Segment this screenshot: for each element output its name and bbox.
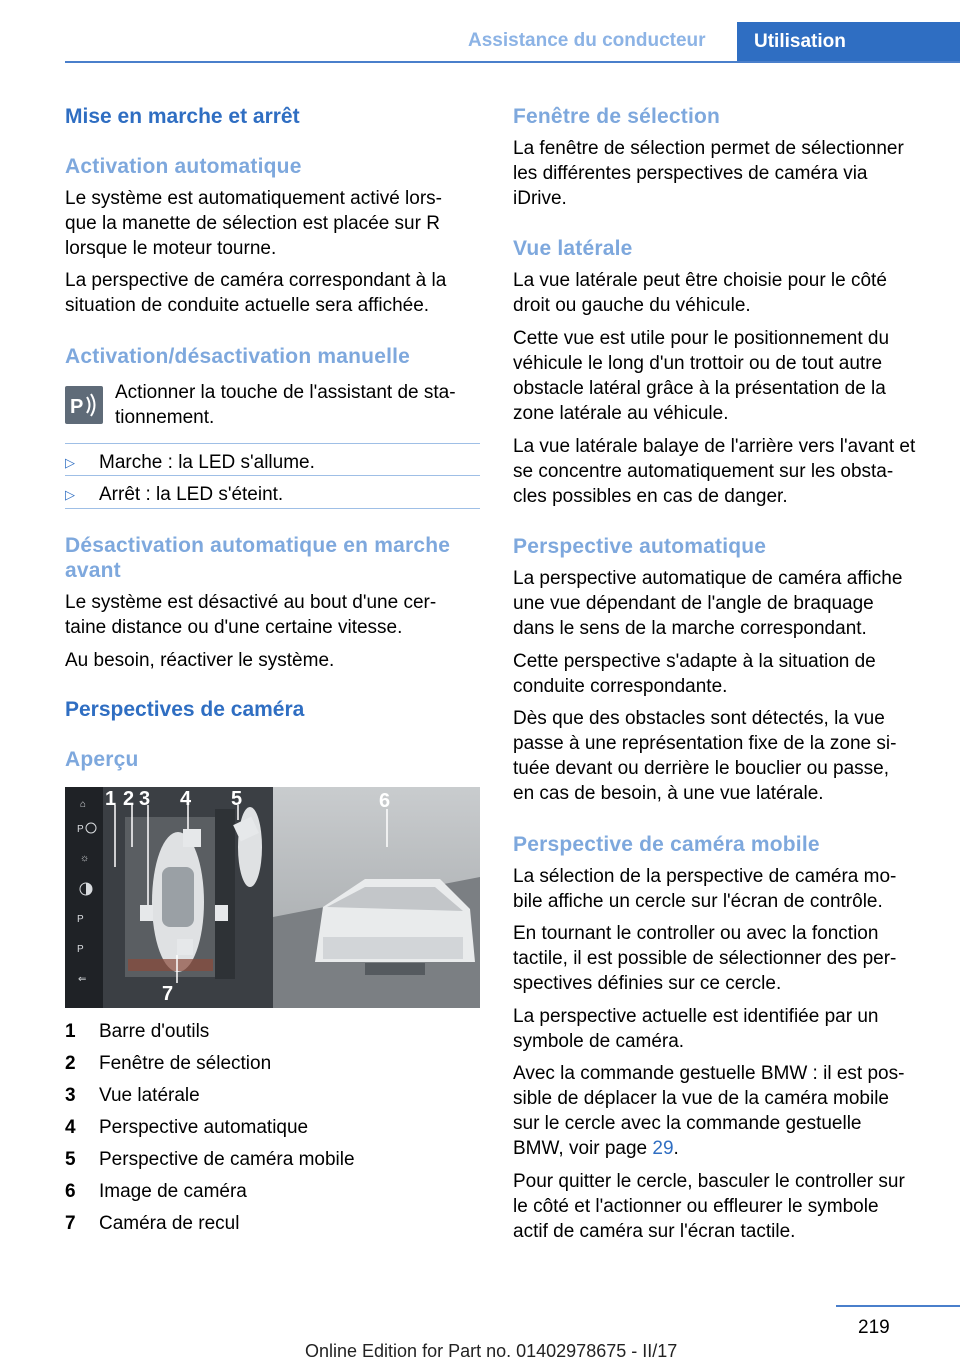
figure-label-4: 4 [180, 788, 192, 810]
figure-label-2: 2 [123, 788, 135, 810]
header-chapter-tab [737, 22, 960, 62]
paragraph-mobile-4: Avec la commande gestuelle BMW : il est pos‐ sible de déplacer la vue de la caméra mobile sur le cercle avec la commande gestuelle BMW, voir page 29. [513, 1063, 905, 1159]
svg-text:P: P [70, 396, 84, 418]
paragraph-vue-2: Cette vue est utile pour le positionnement du véhicule le long d'un trottoir ou de tout autre obstacle latéral grâce à la présentation de la zone latérale au véhicule. [513, 328, 890, 424]
heading-activation-manuelle: Activation/désactivation manuelle [65, 345, 411, 368]
figure-label-1: 1 [105, 788, 117, 810]
paragraph-mobile-3: La perspective actuelle est identifiée par un symbole de caméra. [513, 1006, 879, 1052]
figure-label-7: 7 [162, 983, 174, 1005]
svg-text:P: P [77, 914, 84, 925]
figure-label-6: 6 [379, 790, 391, 812]
edition-footer: Online Edition for Part no. 01402978675 - II/17 [305, 1341, 678, 1361]
parking-assistant-button-icon [65, 386, 103, 424]
heading-apercu: Aperçu [65, 748, 139, 771]
heading-desactivation-auto: Désactivation automatique en marche avant [65, 534, 451, 582]
triangle-bullet-icon: ▷ [65, 487, 75, 502]
paragraph-activation-manuelle: Actionner la touche de l'assistant de sta‐ tionnement. [115, 382, 456, 428]
camera-overview-figure [65, 787, 480, 1008]
heading-vue-laterale: Vue latérale [513, 237, 633, 260]
header-chapter-label: Utilisation [754, 31, 846, 52]
footer-rule [836, 1305, 960, 1307]
paragraph-activation-auto-1: Le système est automatiquement activé lors‐ que la manette de sélection est placée sur R lorsque le moteur tourne. [65, 188, 443, 259]
paragraph-fenetre: La fenêtre de sélection permet de sélectionner les différentes perspectives de caméra via iDrive. [513, 138, 904, 209]
bullet-rule-bottom [65, 508, 480, 509]
paragraph-activation-auto-2: La perspective de caméra correspondant à la situation de conduite actuelle sera affichée. [65, 270, 447, 316]
paragraph-mobile-1: La sélection de la perspective de caméra mo‐ bile affiche un cercle sur l'écran de contrôle. [513, 866, 897, 912]
paragraph-mobile-2: En tournant le controller ou avec la fonction tactile, il est possible de sélectionner des per‐ spectives définies sur ce cercle. [513, 923, 897, 994]
svg-text:☼: ☼ [80, 853, 90, 864]
page-29-link[interactable]: 29 [652, 1138, 674, 1159]
heading-mise-en-marche: Mise en marche et arrêt [65, 105, 300, 128]
paragraph-desactivation-1: Le système est désactivé au bout d'une cer‐ taine distance ou d'une certaine vitesse. [65, 592, 437, 638]
paragraph-mobile-5: Pour quitter le cercle, basculer le controller sur le côté et l'actionner ou effleurer le symbole actif de caméra sur l'écran tactile. [513, 1171, 905, 1242]
page-number: 219 [858, 1317, 890, 1338]
paragraph-vue-3: La vue latérale balaye de l'arrière vers l'avant et se concentre automatiquement sur les obsta‐ cles possibles en cas de danger. [513, 436, 916, 507]
svg-text:⇐: ⇐ [78, 974, 87, 985]
figure-label-5: 5 [231, 788, 243, 810]
paragraph-pauto-1: La perspective automatique de caméra affiche une vue dépendant de l'angle de braquage dans le sens de la marche correspondant. [513, 568, 903, 639]
heading-activation-auto: Activation automatique [65, 155, 302, 178]
figure-label-3: 3 [139, 788, 151, 810]
header-section-title: Assistance du conducteur [468, 30, 706, 51]
svg-text:P: P [77, 824, 84, 835]
triangle-bullet-icon: ▷ [65, 455, 75, 470]
heading-fenetre-selection: Fenêtre de sélection [513, 105, 721, 128]
svg-text:⌂: ⌂ [80, 799, 87, 810]
heading-perspective-auto: Perspective automatique [513, 535, 767, 558]
header-rule [65, 61, 960, 63]
paragraph-vue-1: La vue latérale peut être choisie pour le côté droit ou gauche du véhicule. [513, 270, 887, 316]
bullet-rule-mid [65, 475, 480, 476]
svg-text:P: P [77, 944, 84, 955]
paragraph-desactivation-2: Au besoin, réactiver le système. [65, 650, 335, 671]
paragraph-pauto-2: Cette perspective s'adapte à la situation de conduite correspondante. [513, 651, 876, 697]
heading-camera-mobile: Perspective de caméra mobile [513, 833, 820, 856]
heading-perspectives-camera: Perspectives de caméra [65, 698, 305, 721]
bullet-rule-top [65, 443, 480, 444]
paragraph-pauto-3: Dès que des obstacles sont détectés, la vue passe à une représentation fixe de la zone si‐ tuée devant ou derrière le bouclier ou passe, en cas de besoin, à une vue latérale. [513, 708, 897, 804]
